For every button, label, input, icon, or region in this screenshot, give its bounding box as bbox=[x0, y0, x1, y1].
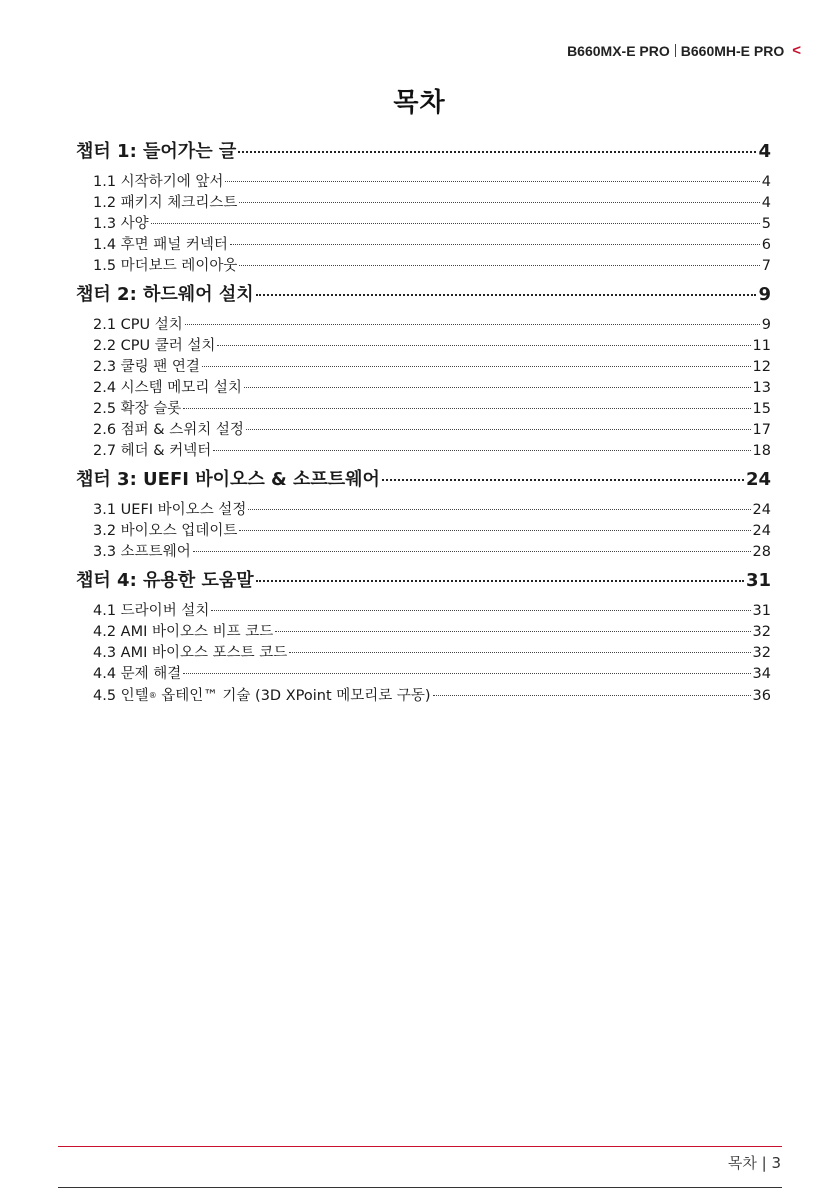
chapter-label: 챕터 3: UEFI 바이오스 & 소프트웨어 bbox=[76, 469, 380, 490]
chapter-page: 24 bbox=[745, 469, 771, 490]
entry-page: 13 bbox=[752, 380, 771, 396]
page-title: 목차 bbox=[393, 88, 446, 118]
chapter-page: 4 bbox=[758, 141, 771, 162]
entry-label: 2.5 확장 슬롯 bbox=[93, 401, 182, 417]
toc-entry[interactable] bbox=[76, 521, 771, 542]
entry-label: 2.2 CPU 쿨러 설치 bbox=[93, 338, 216, 354]
entry-label: 1.1 시작하기에 앞서 bbox=[93, 174, 224, 190]
entry-label-pre: 4.5 인텔 bbox=[93, 688, 149, 704]
entry-page: 4 bbox=[761, 195, 771, 211]
entry-page: 34 bbox=[752, 666, 771, 682]
entry-label: 3.3 소프트웨어 bbox=[93, 544, 191, 560]
entry-label bbox=[93, 685, 431, 707]
page-footer bbox=[728, 1152, 781, 1173]
entry-label: 2.6 점퍼 & 스위치 설정 bbox=[93, 422, 244, 438]
toc-entry[interactable] bbox=[76, 685, 771, 707]
entry-page: 18 bbox=[752, 443, 771, 459]
toc-chapter-3[interactable] bbox=[76, 468, 771, 492]
toc-entry[interactable] bbox=[76, 172, 771, 193]
entry-page: 24 bbox=[752, 523, 771, 539]
toc-entry[interactable] bbox=[76, 315, 771, 336]
entry-label: 1.3 사양 bbox=[93, 216, 149, 232]
dot-leader bbox=[185, 324, 760, 325]
entry-page: 28 bbox=[752, 544, 771, 560]
toc-entry[interactable] bbox=[76, 622, 771, 643]
entry-page: 4 bbox=[761, 174, 771, 190]
dot-leader bbox=[202, 366, 751, 367]
footer-page-number: 3 bbox=[771, 1154, 781, 1172]
toc-entry[interactable] bbox=[76, 214, 771, 235]
entry-label: 2.1 CPU 설치 bbox=[93, 317, 183, 333]
entry-page: 12 bbox=[752, 359, 771, 375]
entry-page: 32 bbox=[752, 624, 771, 640]
chapter-page: 31 bbox=[745, 570, 771, 591]
entry-page: 7 bbox=[761, 258, 771, 274]
entry-label: 4.1 드라이버 설치 bbox=[93, 603, 210, 619]
dot-leader bbox=[246, 429, 751, 430]
toc-entry[interactable] bbox=[76, 193, 771, 214]
toc-entry[interactable] bbox=[76, 500, 771, 521]
dot-leader bbox=[244, 387, 751, 388]
entry-page: 24 bbox=[752, 502, 771, 518]
entry-page: 5 bbox=[761, 216, 771, 232]
dot-leader bbox=[248, 509, 750, 510]
dot-leader bbox=[239, 265, 759, 266]
dot-leader bbox=[239, 202, 759, 203]
entry-label: 3.1 UEFI 바이오스 설정 bbox=[93, 502, 247, 518]
dot-leader bbox=[225, 181, 759, 182]
entry-label: 4.3 AMI 바이오스 포스트 코드 bbox=[93, 645, 288, 661]
toc-entry[interactable] bbox=[76, 378, 771, 399]
toc-entry[interactable] bbox=[76, 399, 771, 420]
chapter-page: 9 bbox=[758, 284, 771, 305]
dot-leader bbox=[275, 631, 750, 632]
toc-entry[interactable] bbox=[76, 441, 771, 462]
toc-chapter-4[interactable] bbox=[76, 569, 771, 593]
entry-page: 17 bbox=[752, 422, 771, 438]
entry-label-post: 옵테인™ 기술 (3D XPoint 메모리로 구동) bbox=[156, 688, 431, 704]
entry-label: 1.5 마더보드 레이아웃 bbox=[93, 258, 238, 274]
dot-leader bbox=[382, 479, 744, 481]
model-name-a: B660MX-E PRO bbox=[567, 42, 670, 59]
dot-leader bbox=[289, 652, 750, 653]
toc-chapter-2[interactable] bbox=[76, 283, 771, 307]
dot-leader bbox=[239, 530, 750, 531]
dot-leader bbox=[211, 610, 750, 611]
entry-page: 9 bbox=[761, 317, 771, 333]
header-divider bbox=[675, 44, 676, 57]
dot-leader bbox=[230, 244, 760, 245]
toc-entry[interactable] bbox=[76, 420, 771, 441]
dot-leader bbox=[433, 695, 751, 696]
table-of-contents bbox=[76, 140, 771, 707]
dot-leader bbox=[183, 408, 750, 409]
dot-leader bbox=[183, 673, 750, 674]
chapter-label: 챕터 4: 유용한 도움말 bbox=[76, 570, 254, 591]
entry-page: 15 bbox=[752, 401, 771, 417]
entry-label: 1.2 패키지 체크리스트 bbox=[93, 195, 238, 211]
model-name-b: B660MH-E PRO bbox=[680, 42, 785, 59]
entry-page: 11 bbox=[752, 338, 771, 354]
footer-divider bbox=[58, 1146, 782, 1147]
toc-entry[interactable] bbox=[76, 256, 771, 277]
footer-section: 목차 bbox=[727, 1154, 757, 1172]
entry-label: 4.2 AMI 바이오스 비프 코드 bbox=[93, 624, 274, 640]
chapter-label: 챕터 1: 들어가는 글 bbox=[76, 141, 237, 162]
entry-label: 4.4 문제 해결 bbox=[93, 666, 182, 682]
toc-entry[interactable] bbox=[76, 643, 771, 664]
entry-page: 36 bbox=[752, 688, 771, 704]
document-header bbox=[567, 42, 801, 59]
dot-leader bbox=[256, 294, 757, 296]
entry-label: 2.3 쿨링 팬 연결 bbox=[93, 359, 200, 375]
toc-entry[interactable] bbox=[76, 235, 771, 256]
bottom-rule bbox=[58, 1187, 782, 1188]
dot-leader bbox=[213, 450, 750, 451]
dot-leader bbox=[193, 551, 751, 552]
entry-page: 31 bbox=[752, 603, 771, 619]
entry-label: 2.7 헤더 & 커넥터 bbox=[93, 443, 212, 459]
toc-entry[interactable] bbox=[76, 542, 771, 563]
entry-label: 3.2 바이오스 업데이트 bbox=[93, 523, 238, 539]
toc-entry[interactable] bbox=[76, 664, 771, 685]
dot-leader bbox=[256, 580, 744, 582]
dot-leader bbox=[151, 223, 760, 224]
toc-entry[interactable] bbox=[76, 336, 771, 357]
entry-page: 32 bbox=[752, 645, 771, 661]
entry-label: 1.4 후면 패널 커넥터 bbox=[93, 237, 228, 253]
toc-entry[interactable] bbox=[76, 601, 771, 622]
footer-separator: | bbox=[761, 1154, 767, 1172]
dot-leader bbox=[238, 151, 756, 153]
entry-page: 6 bbox=[761, 237, 771, 253]
entry-label: 2.4 시스템 메모리 설치 bbox=[93, 380, 242, 396]
toc-chapter-1[interactable] bbox=[76, 140, 771, 164]
registered-mark: ® bbox=[148, 691, 157, 700]
toc-entry[interactable] bbox=[76, 357, 771, 378]
dot-leader bbox=[217, 345, 750, 346]
chapter-label: 챕터 2: 하드웨어 설치 bbox=[76, 284, 254, 305]
chevron-left-icon: < bbox=[792, 42, 801, 59]
